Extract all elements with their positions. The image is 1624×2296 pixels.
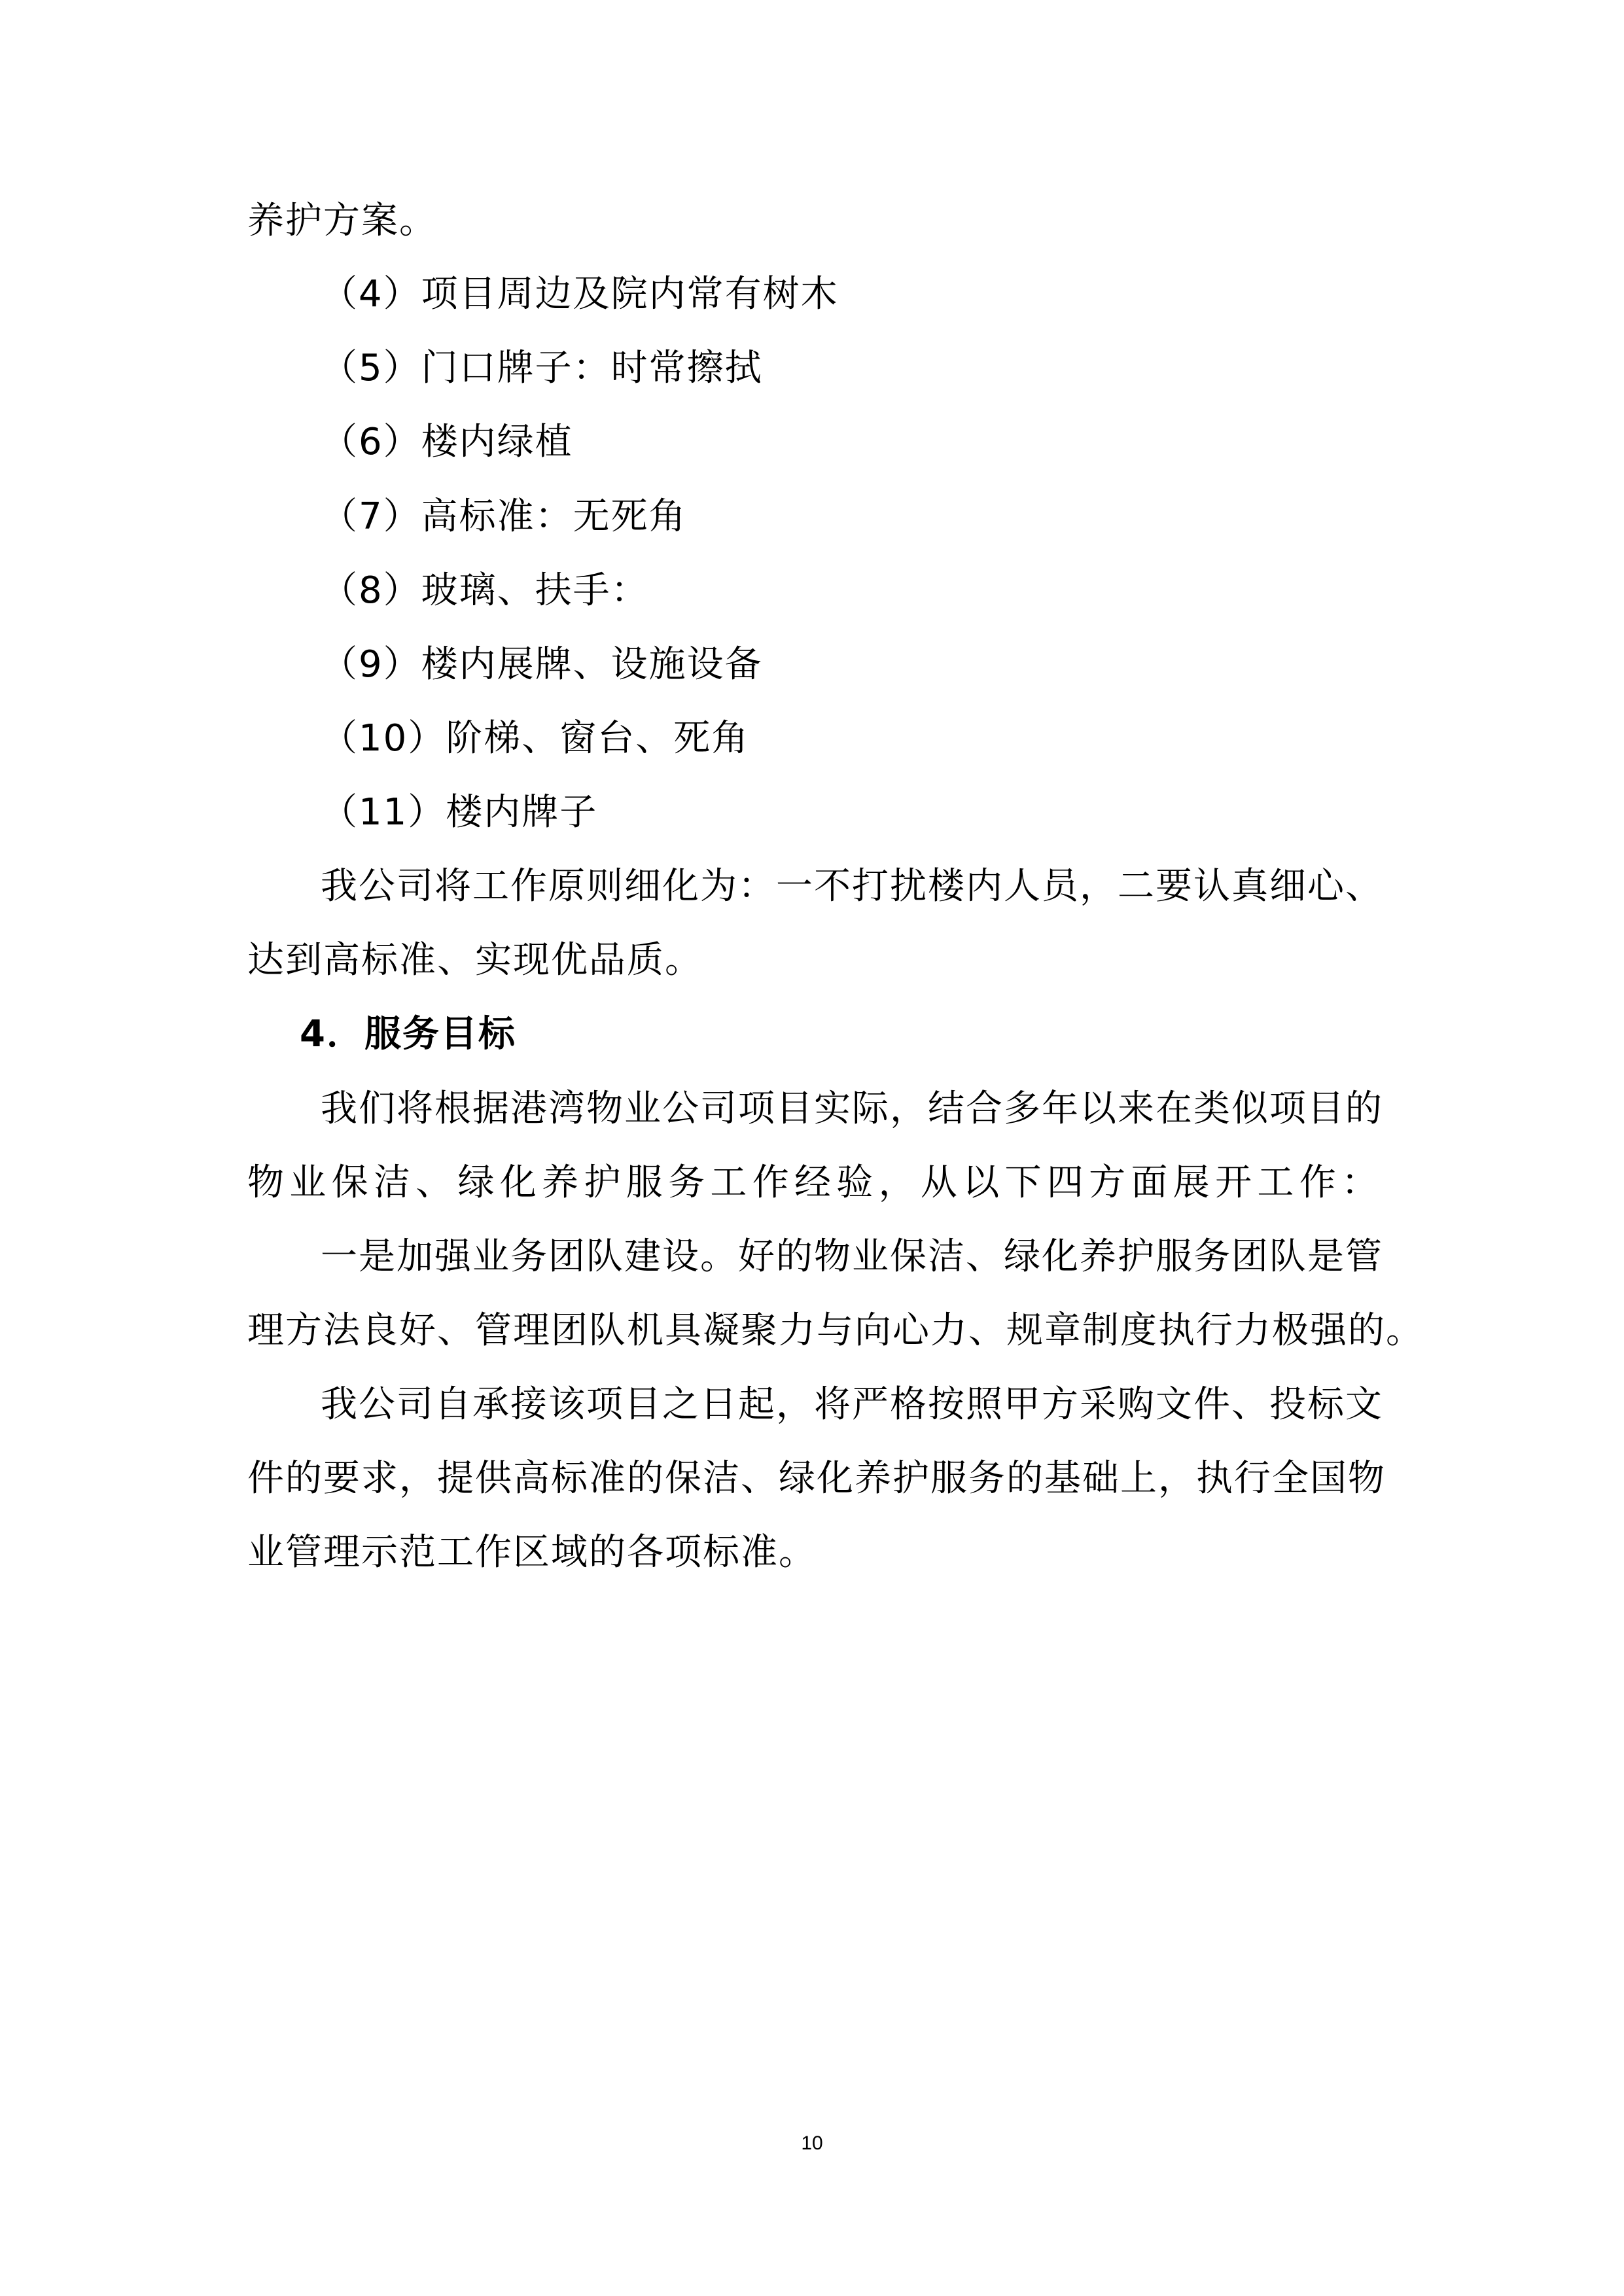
page-number: 10 <box>801 2132 823 2154</box>
list-item-10: （10）阶梯、窗台、死角 <box>321 717 750 760</box>
list-item-5: （5）门口牌子：时常擦拭 <box>321 347 763 389</box>
goal-paragraph-line-2: 物业保洁、绿化养护服务工作经验，从以下四方面展开工作： <box>247 1161 1379 1204</box>
list-item-7: （7）高标准：无死角 <box>321 495 687 538</box>
list-item-11: （11）楼内牌子 <box>321 791 598 834</box>
list-item-6: （6）楼内绿植 <box>321 421 573 463</box>
team-paragraph-line-2: 理方法良好、管理团队机具凝聚力与向心力、规章制度执行力极强的。 <box>247 1309 1424 1352</box>
principle-paragraph-line-1: 我公司将工作原则细化为：一不打扰楼内人员，二要认真细心、 <box>321 865 1383 908</box>
list-item-4: （4）项目周边及院内常有树木 <box>321 273 839 315</box>
goal-paragraph-line-1: 我们将根据港湾物业公司项目实际，结合多年以来在类似项目的 <box>321 1087 1383 1130</box>
principle-paragraph-line-2: 达到高标准、实现优品质。 <box>247 939 703 981</box>
commitment-paragraph-line-1: 我公司自承接该项目之日起，将严格按照甲方采购文件、投标文 <box>321 1383 1383 1426</box>
commitment-paragraph-line-3: 业管理示范工作区域的各项标准。 <box>247 1531 817 1574</box>
section-heading: 4．服务目标 <box>300 1013 516 1055</box>
commitment-paragraph-line-2: 件的要求，提供高标准的保洁、绿化养护服务的基础上，执行全国物 <box>247 1457 1386 1500</box>
list-item-9: （9）楼内展牌、设施设备 <box>321 643 763 686</box>
list-item-8: （8）玻璃、扶手： <box>321 569 649 612</box>
continuation-text: 养护方案。 <box>247 200 437 242</box>
team-paragraph-line-1: 一是加强业务团队建设。好的物业保洁、绿化养护服务团队是管 <box>321 1235 1383 1278</box>
